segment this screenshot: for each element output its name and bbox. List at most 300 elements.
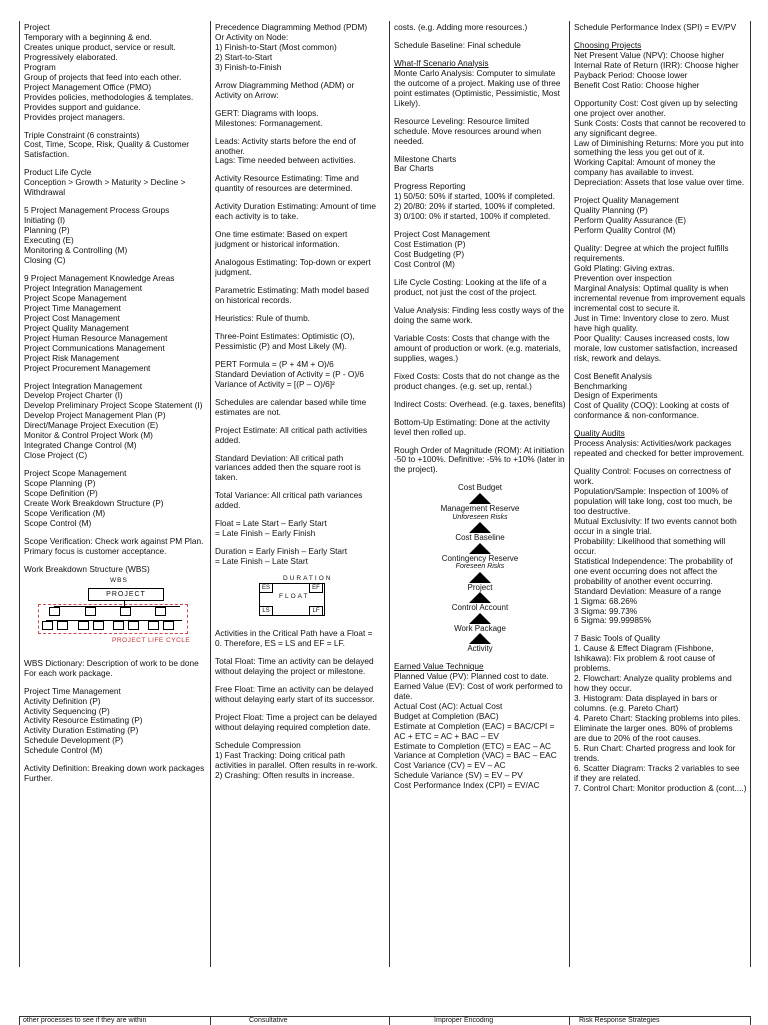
block-heading: Value Analysis: Finding less costly ways of the (394, 304, 565, 315)
block-line: conformance & non-conformance. (574, 410, 699, 421)
text-block (215, 258, 386, 278)
block-line: Cost, Time, Scope, Risk, Quality & Customer (24, 139, 190, 150)
block-line: Benchmarking (574, 380, 628, 391)
block-line: Net Present Value (NPV): Choose higher (574, 49, 725, 60)
block-line: Project Quality Management (24, 322, 129, 333)
block-line: added. (215, 434, 241, 445)
block-line: Project Cost Management (24, 312, 120, 323)
block-line: occur. (574, 545, 597, 556)
pyramid-triangle (469, 592, 491, 603)
pyramid-sublabel: Unforeseen Risks (452, 513, 508, 521)
text-block (215, 230, 386, 250)
pyramid-level: Cost Baseline (455, 532, 505, 542)
block-line: Scope Control (M) (24, 517, 92, 528)
text-block (394, 41, 566, 51)
block-line: Likely). (394, 97, 421, 108)
block-heading: Heuristics: Rule of thumb. (215, 312, 310, 323)
pyramid-level: Project (467, 582, 493, 592)
block-line: 1) Fast Tracking: Doing critical path (215, 749, 346, 760)
block-line: Depreciation: Assets that lose value over time. (574, 177, 745, 188)
block-line: Milestones: Formanagement. (215, 117, 323, 128)
block-line: Activity Resource Estimating (P) (24, 715, 143, 726)
text-block (215, 426, 386, 446)
block-heading: Three-Point Estimates: Optimistic (O), (215, 330, 355, 341)
wbs-leaf (78, 621, 89, 630)
block-line: 3) 0/100: 0% if started, 100% if completed. (394, 211, 551, 222)
pyramid-triangle (469, 543, 491, 554)
block-heading: Duration = Early Finish – Early Start (215, 546, 348, 557)
block-heading: Activity Duration Estimating: Amount of time (215, 201, 376, 212)
block-heading: Project Integration Management (24, 380, 143, 391)
block-heading: Activity Resource Estimating: Time and (215, 173, 359, 184)
block-line: Provides support and guidance. (24, 101, 141, 112)
text-block (394, 230, 566, 270)
text-block (215, 174, 386, 194)
block-line: For each work package. (24, 667, 113, 678)
block-line: Mutual Exclusivity: If two events cannot both (574, 515, 737, 526)
text-block (574, 372, 747, 422)
wbs-diagram (24, 577, 207, 651)
block-line: have high quality. (574, 322, 638, 333)
text-block (24, 131, 207, 161)
block-line: variances added then the square root is (215, 462, 361, 473)
block-line: Prevention over inspection (574, 272, 672, 283)
block-line: taken. (215, 472, 238, 483)
block-heading: Parametric Estimating: Math model based (215, 285, 370, 296)
pyramid-level: Contingency Reserve (441, 553, 519, 563)
text-block (394, 372, 566, 392)
block-line: any significant degree. (574, 127, 658, 138)
block-heading: costs. (e.g. Adding more resources.) (394, 22, 528, 32)
block-line: Cost Control (M) (394, 259, 455, 270)
text-block (24, 659, 207, 679)
block-line: Project Time Management (24, 302, 121, 313)
block-line: Direct/Manage Project Execution (E) (24, 420, 159, 431)
block-line: Bar Charts (394, 163, 434, 174)
block-heading: PERT Formula = (P + 4M + O)/6 (215, 358, 334, 369)
block-line: Process Analysis: Activities/work packages (574, 438, 732, 449)
block-heading: Float = Late Start – Early Start (215, 518, 327, 529)
block-heading: Precedence Diagramming Method (PDM) (215, 22, 368, 32)
block-line: Closing (C) (24, 255, 66, 266)
block-heading: Resource Leveling: Resource limited (394, 115, 530, 126)
block-line: Project Management Office (PMO) (24, 81, 152, 92)
block-line: Close Project (C) (24, 450, 88, 461)
block-line: judgment or historical information. (215, 239, 340, 250)
block-heading: Opportunity Cost: Cost given up by selecting (574, 97, 738, 108)
duration-diagram (215, 575, 386, 621)
block-line: occur in a single trial. (574, 525, 652, 536)
block-line: work. (574, 476, 594, 487)
block-heading: One time estimate: Based on expert (215, 229, 348, 240)
text-block (394, 278, 566, 298)
block-line: each activity is to take. (215, 211, 299, 222)
block-line: Estimate to Completion (ETC) = EAC – AC (394, 740, 552, 751)
block-line: Perform Quality Control (M) (574, 225, 676, 236)
pyramid-level: Cost Budget (457, 483, 503, 493)
block-line: estimates are not. (215, 406, 281, 417)
block-line: risk, rework and delays. (574, 352, 662, 363)
block-line: Planning (P) (24, 225, 70, 236)
block-line: repeated and checked for better improvement. (574, 448, 745, 459)
block-line: Lags: Time needed between activities. (215, 155, 356, 166)
block-line: Scope Planning (P) (24, 478, 96, 489)
block-line: Standard Deviation: Measure of a range (574, 585, 722, 596)
cheat-sheet (19, 21, 751, 967)
block-line: date. (394, 690, 413, 701)
block-line: Earned Value (EV): Cost of work performed to (394, 680, 563, 691)
block-line: Statistical Independence: The probability of (574, 555, 733, 566)
text-block (24, 206, 207, 266)
block-line: Gold Plating: Giving extras. (574, 263, 675, 274)
text-block (394, 418, 566, 438)
column-1 (19, 21, 210, 967)
block-line: 7. Control Chart: Monitor production & (cont....) (574, 782, 747, 793)
text-block (215, 454, 386, 484)
text-block (574, 41, 747, 91)
text-block (24, 537, 207, 557)
block-line: Or Activity on Node: (215, 31, 289, 42)
block-line: Project Human Resource Management (24, 332, 168, 343)
block-line: Withdrawal (24, 187, 66, 198)
block-heading: Project Cost Management (394, 229, 490, 240)
block-line: Benefit Cost Ratio: Choose higher (574, 79, 700, 90)
wbs-project-box: PROJECT (88, 588, 164, 601)
strip-text: Consultative (249, 1017, 288, 1024)
pyramid-triangle (469, 633, 491, 644)
block-line: one event occurring does not affect the (574, 565, 718, 576)
block-heading: What-If Scenario Analysis (394, 57, 489, 68)
text-block (574, 634, 747, 793)
pyramid-level: Work Package (454, 623, 506, 633)
text-block (215, 519, 386, 539)
pyramid-triangle (469, 493, 491, 504)
block-line: are due to 20% of the root causes. (574, 732, 701, 743)
block-heading: Project Float: Time a project can be delayed (215, 711, 377, 722)
block-line: Perform Quality Assurance (E) (574, 215, 687, 226)
block-heading: Total Variance: All critical path variances (215, 490, 363, 501)
block-line: Develop Project Management Plan (P) (24, 410, 166, 421)
block-line: Payback Period: Choose lower (574, 69, 688, 80)
block-heading: Earned Value Technique (394, 660, 484, 671)
block-line: Initiating (I) (24, 215, 66, 226)
block-line: Schedule Control (M) (24, 745, 103, 756)
block-heading: Variable Costs: Costs that change with the (394, 332, 550, 343)
block-line: Planned Value (PV): Planned cost to date. (394, 670, 549, 681)
block-heading: Project Estimate: All critical path activities (215, 424, 368, 435)
block-line: quantity of resources are determined. (215, 183, 353, 194)
wbs-title: Work Breakdown Structure (WBS) (24, 563, 150, 574)
block-line: Budget at Completion (BAC) (394, 710, 499, 721)
text-block (394, 334, 566, 364)
block-line: Activity on Arrow: (215, 89, 279, 100)
block-line: Project Integration Management (24, 282, 143, 293)
text-block (215, 398, 386, 418)
block-line: Satisfaction. (24, 149, 70, 160)
block-line: incremental revenue from improvement equals (574, 292, 746, 303)
block-line: Schedule Development (P) (24, 735, 124, 746)
text-block (215, 547, 386, 567)
block-heading: Schedules are calendar based while time (215, 396, 367, 407)
block-line: Monitoring & Controlling (M) (24, 245, 128, 256)
block-heading: Activities in the Critical Path have a Float = (215, 628, 373, 639)
block-heading: Life Cycle Costing: Looking at the life of a (394, 277, 547, 288)
block-heading: Schedule Performance Index (SPI) = EV/PV (574, 22, 737, 32)
strip-text: other processes to see if they are within (23, 1017, 147, 1024)
text-block (24, 382, 207, 462)
block-line: Scope Verification (M) (24, 507, 106, 518)
block-heading: Cost Benefit Analysis (574, 370, 652, 381)
column-4 (569, 21, 751, 967)
block-line: Primary focus is customer acceptance. (24, 545, 167, 556)
strip-text: Risk Response Strategies (579, 1017, 660, 1024)
text-block (394, 117, 566, 147)
block-line: Activity Duration Estimating (P) (24, 725, 139, 736)
block-line: Estimate at Completion (EAC) = BAC/CPI = (394, 720, 555, 731)
text-block (215, 685, 386, 705)
pyramid-level: Management Reserve (440, 503, 520, 513)
wbs-node (120, 607, 131, 616)
block-line: without delaying the project or milestone. (215, 665, 366, 676)
block-line: added. (215, 500, 241, 511)
text-block (215, 657, 386, 677)
block-heading: 9 Project Management Knowledge Areas (24, 272, 175, 283)
block-line: Monitor & Control Project Work (M) (24, 430, 153, 441)
text-block (24, 23, 207, 123)
block-heading: Quality Control: Focuses on correctness of (574, 466, 731, 477)
text-block (574, 467, 747, 626)
text-block (574, 244, 747, 363)
block-line: AC + ETC = AC + BAC – EV (394, 730, 499, 741)
wbs-leaf (163, 621, 174, 630)
text-block (394, 59, 566, 109)
block-line: how they occur. (574, 683, 632, 694)
block-line: Further. (24, 773, 53, 784)
block-line: = Late Finish – Early Finish (215, 528, 316, 539)
block-heading: Activity Definition: Breaking down work packages (24, 763, 205, 774)
block-heading: Project Scope Management (24, 468, 127, 479)
block-line: Cost Budgeting (P) (394, 249, 465, 260)
block-line: Conception > Growth > Maturity > Decline > (24, 177, 186, 188)
block-line: requirements. (574, 253, 625, 264)
duration-ef: EF (309, 583, 323, 593)
block-line: trends. (574, 752, 600, 763)
block-line: judgment. (215, 267, 252, 278)
block-heading: Leads: Activity starts before the end of (215, 135, 356, 146)
block-heading: Triple Constraint (6 constraints) (24, 129, 140, 140)
block-line: 3) Finish-to-Finish (215, 61, 282, 72)
block-line: 6 Sigma: 99.99985% (574, 615, 652, 626)
wbs-leaf (128, 621, 139, 630)
block-line: Quality Planning (P) (574, 205, 648, 216)
block-line: Sunk Costs: Costs that cannot be recovered to (574, 117, 746, 128)
block-line: Develop Preliminary Project Scope Statement (I) (24, 400, 203, 411)
pyramid-triangle (469, 572, 491, 583)
block-line: supplies, wages.) (394, 352, 459, 363)
block-line: needed. (394, 135, 424, 146)
text-block (215, 23, 386, 73)
block-line: probability of another event occurring. (574, 575, 713, 586)
text-block (394, 155, 566, 175)
block-line: Integrated Change Control (M) (24, 440, 137, 451)
block-line: Executing (E) (24, 235, 74, 246)
block-heading: Quality: Degree at which the project fulfills (574, 243, 729, 254)
duration-es: ES (259, 583, 273, 593)
block-line: -50 to +100%. Definitive: -5% to +10% (later in (394, 454, 565, 465)
block-line: 6. Scatter Diagram: Tracks 2 variables to see (574, 762, 740, 773)
block-line: schedule. Move resources around when (394, 125, 542, 136)
block-line: Project Risk Management (24, 352, 119, 363)
block-heading: Progress Reporting (394, 181, 466, 192)
block-line: 2) Crashing: Often results in increase. (215, 769, 355, 780)
text-block (574, 429, 747, 459)
text-block (574, 23, 747, 33)
wbs-leaf (148, 621, 159, 630)
block-line: level then rolled up. (394, 426, 466, 437)
block-heading: Project Time Management (24, 685, 121, 696)
wbs-leaf (93, 621, 104, 630)
text-block (215, 137, 386, 167)
block-line: Schedule Variance (SV) = EV – PV (394, 770, 523, 781)
text-block (215, 360, 386, 390)
block-line: = Late Finish – Late Start (215, 556, 308, 567)
block-heading: Project Quality Management (574, 195, 679, 206)
wbs-label: WBS (110, 576, 128, 584)
block-line: Project Communications Management (24, 342, 165, 353)
block-line: Creates unique product, service or result. (24, 41, 176, 52)
duration-ls: LS (259, 606, 273, 616)
text-block (394, 400, 566, 410)
block-line: 1) Finish-to-Start (Most common) (215, 41, 337, 52)
wbs-node (85, 607, 96, 616)
block-line: Scope Definition (P) (24, 488, 98, 499)
pyramid-triangle (469, 613, 491, 624)
block-line: Project Scope Management (24, 292, 127, 303)
text-block (215, 491, 386, 511)
block-line: Temporary with a beginning & end. (24, 31, 152, 42)
block-line: Pessimistic (P) and Most Likely (M). (215, 340, 347, 351)
block-line: company has available to invest. (574, 167, 694, 178)
column-3 (389, 21, 569, 967)
block-line: Variance of Activity = [(P – O)/6]² (215, 378, 335, 389)
block-line: another. (215, 145, 245, 156)
block-line: Create Work Breakdown Structure (P) (24, 497, 164, 508)
block-heading: Project (24, 22, 50, 32)
wbs-leaf (57, 621, 68, 630)
pyramid-level: Activity (467, 644, 493, 654)
block-line: Design of Experiments (574, 390, 658, 401)
strip-text: Improper Encoding (434, 1017, 494, 1024)
block-heading: Bottom-Up Estimating: Done at the activity (394, 416, 550, 427)
block-line: incremental cost to secure it. (574, 302, 680, 313)
block-line: Variance at Completion (VAC) = BAC – EAC (394, 750, 557, 761)
wbs-leaf (42, 621, 53, 630)
block-line: Cost Estimation (P) (394, 239, 466, 250)
block-line: Develop Project Charter (I) (24, 390, 123, 401)
block-line: Population/Sample: Inspection of 100% of (574, 486, 729, 497)
block-line: Activity Sequencing (P) (24, 705, 110, 716)
text-block (215, 332, 386, 352)
block-line: 2) 20/80: 20% if started, 100% if completed. (394, 201, 555, 212)
text-block (394, 182, 566, 222)
block-line: Poor Quality: Causes increased costs, low (574, 332, 730, 343)
block-line: 4. Pareto Chart: Stacking problems into piles. (574, 713, 741, 724)
block-line: doing the same work. (394, 314, 473, 325)
text-block (574, 196, 747, 236)
text-block (24, 168, 207, 198)
block-line: Progressively elaborated. (24, 51, 118, 62)
block-line: Ishikawa): Fix problem & root cause of (574, 653, 716, 664)
block-line: the project). (394, 464, 438, 475)
duration-float: FLOAT (279, 593, 310, 601)
text-block (215, 81, 386, 101)
block-line: Project Procurement Management (24, 362, 151, 373)
block-line: 2. Flowchart: Analyze quality problems and (574, 673, 732, 684)
block-heading: Standard Deviation: All critical path (215, 452, 344, 463)
block-line: Marginal Analysis: Optimal quality is when (574, 282, 729, 293)
block-line: without delaying required completion date. (215, 721, 371, 732)
pyramid-level: Control Account (451, 603, 509, 613)
block-line: Just in Time: Inventory close to zero. Must (574, 312, 729, 323)
block-line: Cost of Quality (COQ): Looking at costs of (574, 400, 729, 411)
block-line: morale, low customer satisfaction, increased (574, 342, 738, 353)
block-line: too destructive. (574, 505, 631, 516)
text-block (24, 764, 207, 784)
block-line: Cost Variance (CV) = EV – AC (394, 760, 506, 771)
block-line: on historical records. (215, 295, 292, 306)
block-line: population will take long, cost too much, be (574, 496, 733, 507)
block-line: the outcome of a project. Making use of three (394, 77, 561, 88)
block-line: Provides project managers. (24, 111, 125, 122)
block-line: Working Capital: Amount of money the (574, 157, 716, 168)
text-block (394, 306, 566, 326)
block-line: problems. (574, 663, 611, 674)
block-heading: Total Float: Time an activity can be delayed (215, 655, 374, 666)
block-heading: Quality Audits (574, 428, 625, 439)
block-heading: Product Life Cycle (24, 167, 92, 178)
block-heading: Analogous Estimating: Top-down or expert (215, 257, 371, 268)
column-2 (210, 21, 389, 967)
block-heading: Scope Verification: Check work against PM Plan. (24, 535, 204, 546)
block-line: Monte Carlo Analysis: Computer to simulate (394, 67, 556, 78)
block-line: point estimates (Optimistic, Pessimistic, Most (394, 87, 560, 98)
text-block (574, 99, 747, 189)
block-line: 0. Therefore, ES = LS and EF = LF. (215, 638, 345, 649)
block-line: product changes. (e.g. set up, rental.) (394, 380, 532, 391)
block-line: Program (24, 61, 56, 72)
block-line: Provides policies, methodologies & templates. (24, 91, 194, 102)
block-heading: Schedule Baseline: Final schedule (394, 39, 521, 50)
text-block (215, 286, 386, 306)
block-heading: 7 Basic Tools of Quality (574, 633, 661, 644)
text-block (215, 202, 386, 222)
text-block (24, 274, 207, 374)
wbs-node (155, 607, 166, 616)
text-block (394, 662, 566, 791)
duration-title: DURATION (283, 575, 333, 583)
block-heading: 5 Project Management Process Groups (24, 205, 170, 216)
text-block (394, 446, 566, 476)
block-line: 1) 50/50: 50% if started, 100% if completed. (394, 191, 555, 202)
block-line: amount of production or work. (e.g. materials, (394, 342, 561, 353)
block-line: 3 Sigma: 99.73% (574, 605, 638, 616)
text-block (394, 23, 566, 33)
block-heading: WBS Dictionary: Description of work to be done (24, 657, 199, 668)
block-line: Actual Cost (AC): Actual Cost (394, 700, 503, 711)
block-line: activities in parallel. Often results in re-work. (215, 759, 378, 770)
block-heading: Rough Order of Magnitude (ROM): At initiation (394, 444, 565, 455)
block-heading: Indirect Costs: Overhead. (e.g. taxes, benefits) (394, 398, 566, 409)
